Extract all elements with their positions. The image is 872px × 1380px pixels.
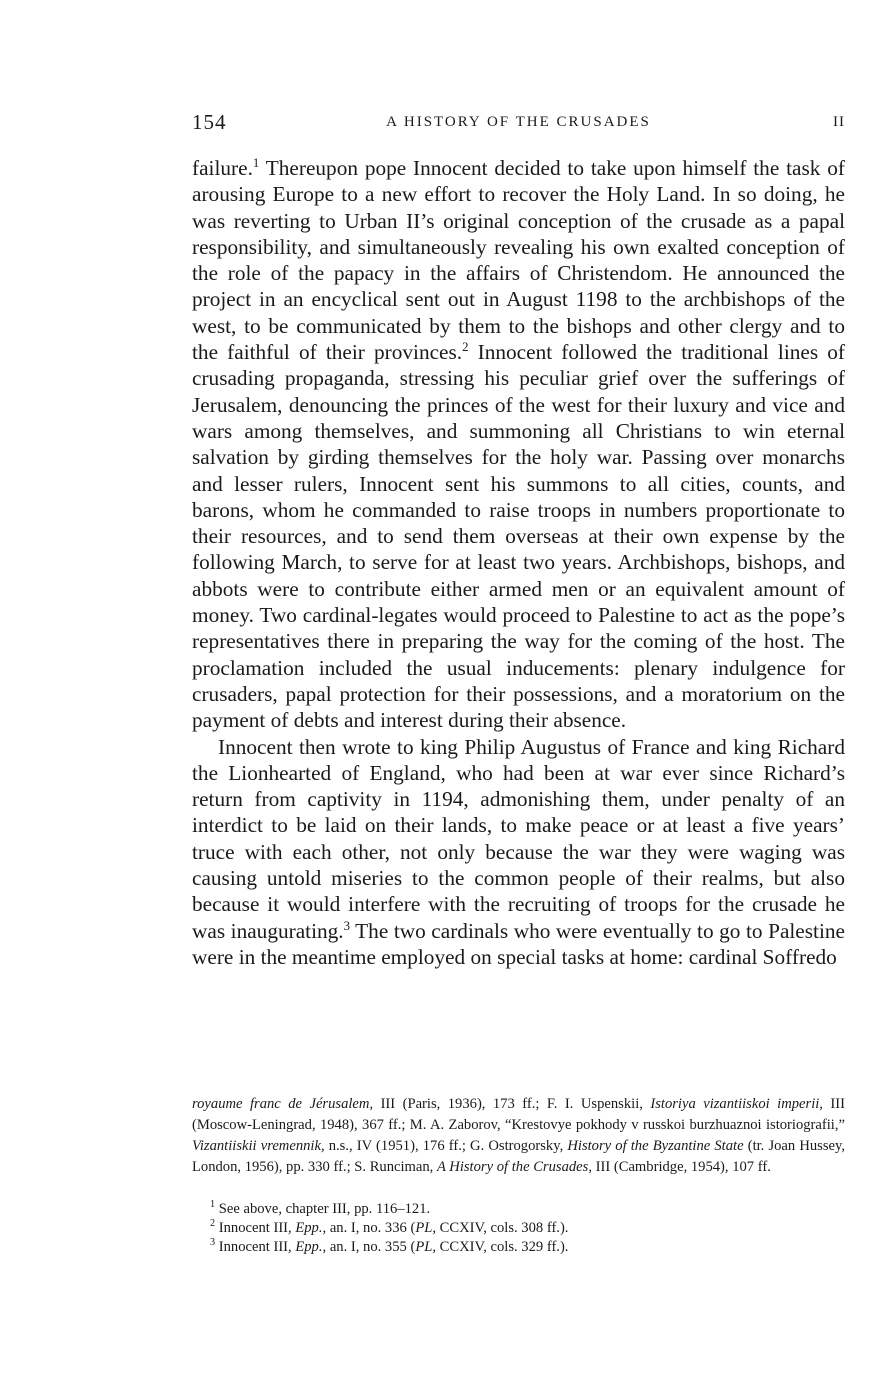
text-run: Innocent III,	[215, 1239, 296, 1255]
text-run: See above, chapter III, pp. 116–121.	[215, 1201, 431, 1217]
running-header	[192, 110, 845, 140]
footnote-number: 1	[210, 1199, 216, 1211]
page-number: 154	[192, 110, 227, 134]
italic-abbrev: PL,	[415, 1239, 437, 1255]
footnote-number: 2	[210, 1218, 216, 1230]
italic-abbrev: Epp.	[295, 1220, 323, 1236]
continued-footnote	[192, 1094, 845, 1178]
text-run: , an. I, no. 336 (	[322, 1220, 416, 1236]
text-run: CCXIV, cols. 329 ff.).	[436, 1239, 569, 1255]
text-run: The two cardinals who were eventually to go to Palestine were in the meantime employed on special tasks at home: cardinal Soffredo	[192, 918, 845, 969]
text-run: III (Cambridge, 1954), 107 ff.	[591, 1159, 771, 1175]
footnotes	[192, 1200, 845, 1257]
text-run: III (Paris, 1936), 173 ff.; F. I. Uspenskii,	[373, 1096, 651, 1112]
text-run: Innocent then wrote to king Philip Augustus of France and king Richard the Lionhearted of England, who had been at war ever since Richard’s return from captivity in 1194, admonishing them, under penalty of an interdict to be laid on their lands, to make peace or at least a five years’ truce with each other, not only because the war they were waging was causing untold miseries to the common people of their realms, but also because it would interfere with the recruiting of troops for the crusade he was inaugurating.	[192, 734, 845, 943]
footnote-ref-2: 2	[462, 339, 469, 354]
italic-title: Istoriya vizantiiskoi imperii,	[650, 1096, 823, 1112]
footnote-number: 3	[210, 1237, 216, 1249]
footnote-1	[192, 1200, 845, 1219]
chapter-number: II	[833, 114, 845, 130]
text-run: III (Moscow-Leningrad, 1948), 367 ff.; M. A. Zaborov, “Krestovye pokhody v russkoi burzhuaznoi istoriografii,”	[192, 1096, 845, 1133]
text-run: , an. I, no. 355 (	[322, 1239, 416, 1255]
footnote-3	[192, 1238, 845, 1257]
text-run: failure.	[192, 156, 253, 180]
text-run: Thereupon pope Innocent decided to take upon himself the task of arousing Europe to a new effort to recover the Holy Land. In so doing, he was reverting to Urban II’s original conception of the crusade as a papal responsibility, and simultaneously revealing his own exalted conception of the role of the papacy in the affairs of Christendom. He announced the project in an encyclical sent out in August 1198 to the archbishops of the west, to be communicated by them to the bishops and other clergy and to the faithful of their provinces.	[192, 156, 845, 365]
footnote-ref-3: 3	[343, 918, 351, 933]
paragraph-2	[192, 734, 845, 971]
italic-title: royaume franc de Jérusalem,	[192, 1096, 374, 1112]
italic-title: A History of the Crusades,	[436, 1159, 592, 1175]
text-run: (tr. Joan Hussey, London, 1956), pp. 330 ff.; S. Runciman,	[192, 1138, 846, 1175]
text-run: Innocent III,	[215, 1220, 296, 1236]
text-run: n.s., IV (1951), 176 ff.; G. Ostrogorsky,	[324, 1138, 568, 1154]
text-run: Innocent followed the traditional lines of crusading propaganda, stressing his peculiar grief over the sufferings of Jerusalem, denouncing the princes of the west for their luxury and vice and wars among themselves, and summoning all Christians to win eternal salvation by girding themselves for the holy war. Passing over monarchs and lesser rulers, Innocent sent his summons to all cities, counts, and barons, whom he commanded to raise troops in numbers proportionate to their resources, and to send them overseas at their own expense by the following March, to serve for at least two years. Archbishops, bishops, and abbots were to contribute either armed men or an equivalent amount of money. Two cardinal-legates would proceed to Palestine to act as the pope’s representatives there in preparing the way for the coming of the host. The proclamation included the usual inducements: plenary indulgence for crusaders, papal protection for their possessions, and a moratorium on the payment of debts and interest during their absence.	[192, 340, 845, 733]
main-text	[192, 155, 845, 970]
italic-abbrev: PL,	[415, 1220, 437, 1236]
footnote-ref-1: 1	[252, 155, 260, 170]
text-run: CCXIV, cols. 308 ff.).	[436, 1220, 569, 1236]
italic-title: Vizantiiskii vremennik,	[192, 1138, 325, 1154]
italic-abbrev: Epp.	[295, 1239, 323, 1255]
footnote-2	[192, 1219, 845, 1238]
italic-title: History of the Byzantine State	[567, 1138, 744, 1154]
paragraph-1	[192, 155, 845, 734]
running-title: A HISTORY OF THE CRUSADES	[386, 114, 651, 130]
